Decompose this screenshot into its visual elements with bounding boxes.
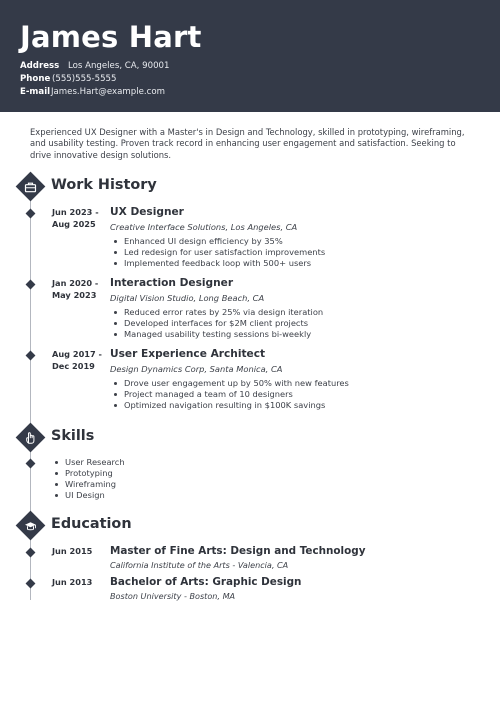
job-bullets xyxy=(114,307,323,340)
list-item: Enhanced UI design efficiency by 35% xyxy=(114,236,325,247)
list-item: Drove user engagement up by 50% with new features xyxy=(114,378,349,389)
graduation-cap-icon xyxy=(16,511,46,541)
job-date-end: Aug 2025 xyxy=(52,218,96,229)
job-company: Digital Vision Studio, Long Beach, CA xyxy=(110,293,265,303)
briefcase-icon xyxy=(16,172,46,202)
job-bullets xyxy=(114,236,325,269)
hand-pointer-icon xyxy=(16,423,46,453)
list-item: Developed interfaces for $2M client projects xyxy=(114,318,323,329)
list-item: Project managed a team of 10 designers xyxy=(114,389,349,400)
email-label: E-mail xyxy=(20,87,51,97)
education-date: Jun 2015 xyxy=(52,546,93,556)
job-title: UX Designer xyxy=(110,206,184,218)
education-degree: Master of Fine Arts: Design and Technology xyxy=(110,545,366,557)
contact-address xyxy=(20,61,169,71)
timeline-dot xyxy=(26,579,36,589)
list-item: Wireframing xyxy=(55,479,125,490)
job-date-start: Jun 2023 - xyxy=(52,207,99,217)
section-title-education: Education xyxy=(51,516,132,532)
job-date xyxy=(52,349,108,372)
education-date: Jun 2013 xyxy=(52,577,93,587)
list-item: Managed usability testing sessions bi-weekly xyxy=(114,329,323,340)
professional-summary: Experienced UX Designer with a Master's in Design and Technology, skilled in prototyping, wireframing, and usability testing. Proven track record in enhancing user engagement and satisfaction. Seeking to drive innovative design solutions. xyxy=(30,127,465,160)
contact-phone xyxy=(20,74,116,84)
section-title-work-history: Work History xyxy=(51,177,157,193)
timeline-dot xyxy=(26,459,36,469)
job-title: User Experience Architect xyxy=(110,348,266,360)
section-title-skills: Skills xyxy=(51,428,95,444)
timeline-dot xyxy=(26,209,36,219)
list-item: Reduced error rates by 25% via design iteration xyxy=(114,307,323,318)
list-item: Prototyping xyxy=(55,468,125,479)
job-date-start: Aug 2017 - xyxy=(52,349,102,359)
candidate-name: James Hart xyxy=(20,20,202,54)
list-item: Led redesign for user satisfaction improvements xyxy=(114,247,325,258)
job-date-start: Jan 2020 - xyxy=(52,278,99,288)
timeline-dot xyxy=(26,351,36,361)
email-value: James.Hart@example.com xyxy=(51,87,165,97)
education-school: Boston University - Boston, MA xyxy=(110,591,236,601)
job-company: Creative Interface Solutions, Los Angeles, CA xyxy=(110,222,298,232)
address-value: Los Angeles, CA, 90001 xyxy=(68,61,170,71)
address-label: Address xyxy=(20,61,60,71)
phone-value: (555)555-5555 xyxy=(52,74,117,84)
job-title: Interaction Designer xyxy=(110,277,234,289)
job-date xyxy=(52,207,108,230)
list-item: User Research xyxy=(55,457,125,468)
timeline-dot xyxy=(26,548,36,558)
job-date xyxy=(52,278,108,301)
job-date-end: May 2023 xyxy=(52,289,97,300)
skills-list xyxy=(55,457,125,501)
resume-header xyxy=(0,0,500,112)
education-school: California Institute of the Arts - Valencia, CA xyxy=(110,560,289,570)
phone-label: Phone xyxy=(20,74,51,84)
timeline-dot xyxy=(26,280,36,290)
list-item: Optimized navigation resulting in $100K savings xyxy=(114,400,349,411)
contact-email xyxy=(20,87,165,97)
list-item: Implemented feedback loop with 500+ users xyxy=(114,258,325,269)
job-company: Design Dynamics Corp, Santa Monica, CA xyxy=(110,364,283,374)
job-bullets xyxy=(114,378,349,411)
education-degree: Bachelor of Arts: Graphic Design xyxy=(110,576,302,588)
job-date-end: Dec 2019 xyxy=(52,360,95,371)
list-item: UI Design xyxy=(55,490,125,501)
